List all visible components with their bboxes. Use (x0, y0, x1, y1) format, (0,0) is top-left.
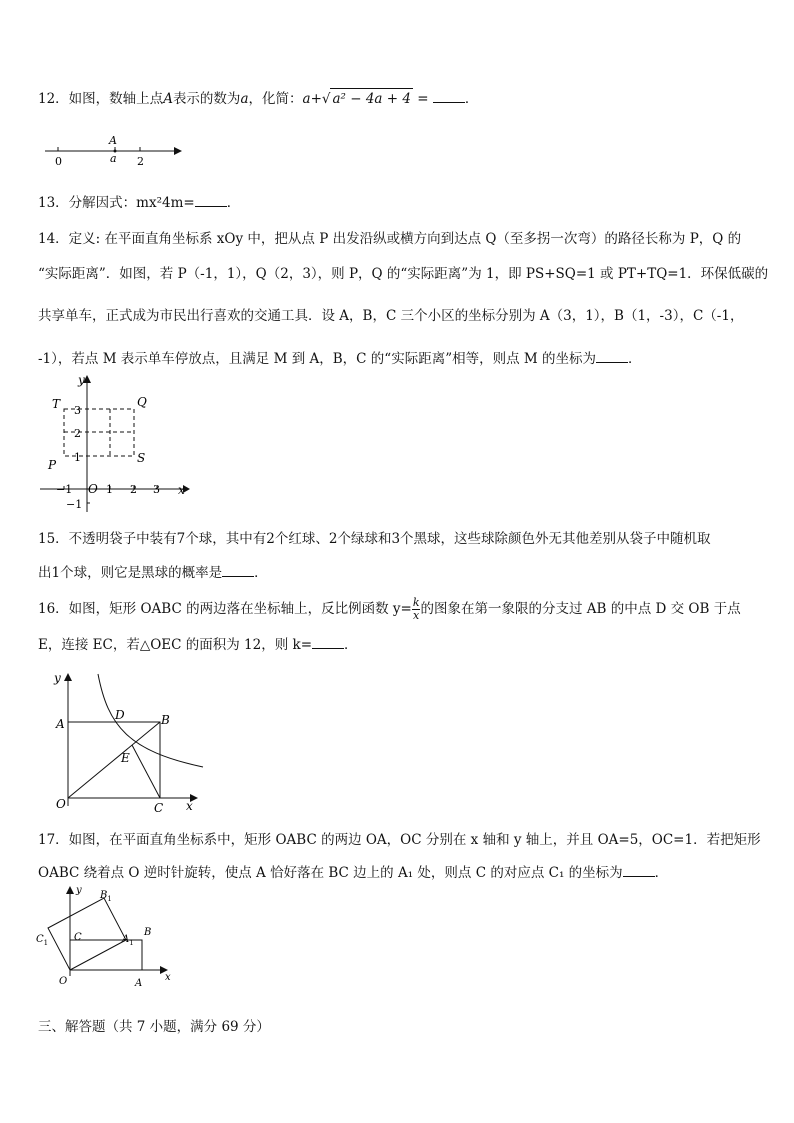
q16-rectangle-hyperbola-figure (38, 666, 208, 816)
answer-blank (623, 862, 655, 877)
answer-blank (433, 88, 465, 103)
q15-line2: 出1个球，则它是黑球的概率是 (38, 565, 223, 581)
x-tick-1: 1 (106, 483, 113, 496)
q12-radicand: a² − 4a + 4 (330, 88, 412, 109)
label-P: P (48, 458, 57, 472)
label-x: x (186, 799, 193, 813)
label-O: O (56, 797, 66, 811)
question-13 (38, 192, 758, 213)
q14-line2: “实际距离”．如图，若 P（-1，1），Q（2，3），则 P，Q 的“实际距离”为 1，即 PS+SQ=1 或 PT+TQ=1．环保低碳的 (38, 266, 769, 282)
label-A: A (56, 717, 65, 731)
y-tick-minus1: −1 (66, 498, 83, 511)
q12-text: 12．如图，数轴上点 (38, 91, 164, 107)
answer-blank (312, 634, 344, 649)
label-D: D (115, 708, 125, 722)
q16-line1b: 的图象在第一象限的分支过 AB 的中点 D 交 OB 于点 (420, 601, 741, 617)
q12-expr-a: a (302, 91, 311, 107)
label-B: B (161, 713, 170, 727)
x-tick-2: 2 (130, 483, 137, 496)
question-15-line1 (38, 529, 758, 549)
question-12: 12．如图，数轴上点A表示的数为a，化简：a+√ a² − 4a + 4 = ． (38, 88, 758, 109)
tick-0: 0 (55, 155, 62, 168)
answer-blank (222, 562, 254, 577)
answer-blank (596, 348, 628, 363)
q12-end: ． (464, 91, 479, 107)
question-17-line1 (38, 830, 761, 850)
label-x: x (165, 972, 171, 983)
answer-blank (195, 192, 227, 207)
q13-text: 13．分解因式：mx²4m= (38, 195, 195, 211)
label-C: C (74, 932, 82, 943)
q17-end: ． (654, 865, 669, 881)
label-E: E (121, 751, 130, 765)
question-15-line2 (38, 562, 758, 583)
q13-end: ． (226, 195, 241, 211)
question-16-line2 (38, 634, 758, 655)
label-O: O (88, 482, 98, 496)
question-16-line1 (38, 597, 758, 622)
q16-line1a: 16．如图，矩形 OABC 的两边落在坐标轴上，反比例函数 y= (38, 601, 412, 617)
q17-line1: 17．如图，在平面直角坐标系中，矩形 OABC 的两边 OA，OC 分别在 x 轴和 y 轴上，并且 OA=5，OC=1．若把矩形 (38, 832, 761, 848)
tick-2: 2 (137, 155, 144, 168)
label-y: y (76, 885, 82, 896)
label-Q: Q (137, 395, 147, 409)
q15-end: ． (254, 565, 268, 581)
x-tick-3: 3 (153, 483, 160, 496)
q12-tail: ，化简： (248, 91, 303, 107)
label-B: B (144, 927, 152, 938)
question-14-line3 (38, 306, 758, 326)
question-14-line2 (38, 264, 769, 284)
q12-var: a (240, 91, 249, 107)
question-14-line1 (38, 229, 758, 249)
number-line-figure (40, 130, 190, 170)
label-y: y (78, 373, 85, 387)
label-A: A (109, 134, 117, 147)
frac-denominator: x (413, 609, 420, 622)
y-tick-2: 2 (74, 427, 81, 440)
label-S: S (137, 451, 146, 465)
label-C: C (154, 801, 164, 815)
q17-line2: OABC 绕着点 O 逆时针旋转，使点 A 恰好落在 BC 边上的 A₁ 处，则点 C 的对应点 C₁ 的坐标为 (38, 865, 623, 881)
x-tick-minus1: −1 (56, 483, 73, 496)
frac-numerator: k (412, 596, 420, 609)
q12-mid: 表示的数为 (172, 91, 241, 107)
q14-coordinate-figure (38, 372, 198, 517)
label-A: A (135, 978, 143, 989)
label-O: O (59, 976, 68, 987)
q16-end: ． (344, 637, 358, 653)
q12-plus: + (310, 91, 322, 107)
label-x: x (178, 483, 185, 497)
q14-line4: -1），若点 M 表示单车停放点，且满足 M 到 A，B，C 的“实际距离”相等，则点 M 的坐标为 (38, 351, 597, 367)
y-tick-1: 1 (74, 451, 81, 464)
q14-line1: 14．定义: 在平面直角坐标系 xOy 中，把从点 P 出发沿纵或横方向到达点 Q（至多拐一次弯）的路径长称为 P，Q 的 (38, 231, 742, 247)
q16-line2: E，连接 EC，若△OEC 的面积为 12，则 k= (38, 637, 313, 653)
q15-line1: 15．不透明袋子中装有7个球，其中有2个红球、2个绿球和3个黑球，这些球除颜色外无其他差别从袋子中随机取 (38, 531, 711, 547)
question-14-line4 (38, 348, 758, 369)
label-C1: $C_1$ (36, 934, 49, 947)
y-tick-3: 3 (74, 404, 81, 417)
q12-eq: = (417, 91, 429, 107)
q12-point: A (163, 91, 173, 107)
q14-line3: 共享单车，正式成为市民出行喜欢的交通工具．设 A，B，C 三个小区的坐标分别为 A（3，1），B（1，-3），C（-1， (38, 308, 744, 324)
question-17-line2 (38, 862, 758, 883)
label-B1: $B_1$ (100, 890, 112, 903)
q14-end: ． (628, 351, 642, 367)
label-A1: $A_1$ (122, 934, 134, 947)
q17-rotated-rectangle-figure (34, 884, 184, 994)
label-a: a (110, 152, 117, 165)
label-y: y (54, 671, 61, 685)
section-heading: 三、解答题（共 7 小题，满分 69 分） (38, 1019, 270, 1035)
label-T: T (52, 397, 61, 411)
